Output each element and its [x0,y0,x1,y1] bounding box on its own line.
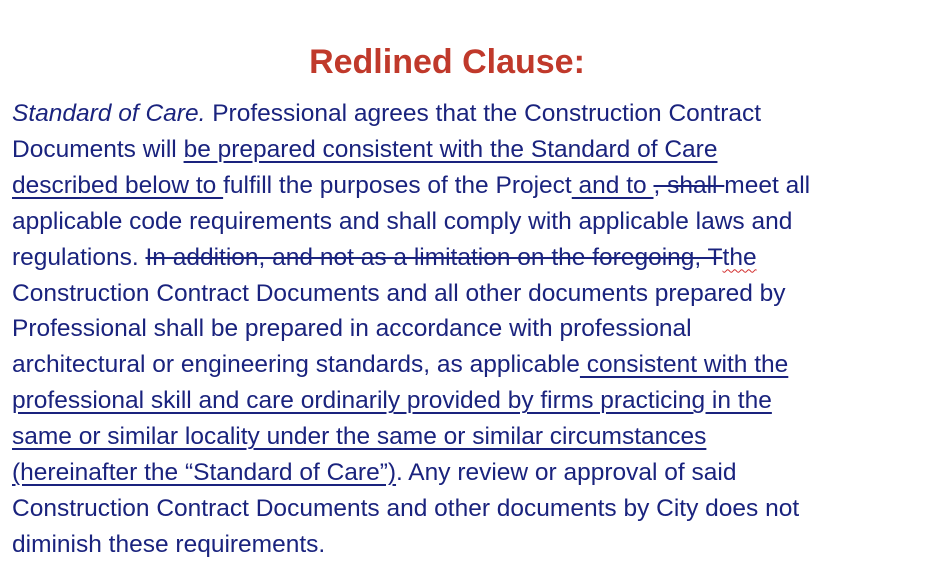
deleted-text: , shall [653,171,725,199]
emphasis-text: Standard of Care. [12,100,206,127]
inserted-text: professional skill and care ordinarily provided by firms practicing in the [12,387,772,415]
inserted-text: described below to [12,171,224,199]
clause-text: meet all [724,171,811,199]
clause-line [12,132,917,168]
clause-body [12,96,917,563]
inserted-text: consistent with the [579,351,789,379]
clause-line [12,455,917,491]
inserted-text: be prepared consistent with the Standard of Care [183,135,718,163]
clause-text: architectural or engineering standards, as applicable [12,351,580,379]
clause-line [12,204,917,240]
clause-line [12,276,917,312]
clause-text: Documents will [12,135,184,163]
clause-line [12,419,917,455]
clause-text: regulations. [12,243,146,271]
clause-text: Professional shall be prepared in accordance with professional [12,315,692,343]
clause-line [12,491,917,527]
clause-text: applicable code requirements and shall comply with applicable laws and [12,207,793,235]
clause-text: Construction Contract Documents and all other documents prepared by [12,279,786,307]
clause-text: fulfill the purposes of the Project [223,171,572,199]
clause-text: Professional agrees that the Construction Contract [205,100,762,127]
clause-line [12,383,917,419]
page-title: Redlined Clause: [309,43,585,81]
clause-text: . Any review or approval of said [396,459,737,487]
inserted-text: (hereinafter the “Standard of Care”) [12,459,397,487]
clause-line [12,240,917,276]
clause-text: Construction Contract Documents and other documents by City does not [12,494,800,522]
clause-line [12,527,917,563]
clause-text: diminish these requirements. [12,530,326,558]
inserted-text: same or similar locality under the same or similar circumstances [12,423,707,451]
clause-line [12,311,917,347]
clause-line [12,96,917,132]
clause-line [12,347,917,383]
inserted-text: and to [571,171,654,199]
deleted-text: In addition, and not as a limitation on the foregoing, T [145,243,723,271]
flagged-text: the [722,243,757,271]
clause-line [12,168,917,204]
